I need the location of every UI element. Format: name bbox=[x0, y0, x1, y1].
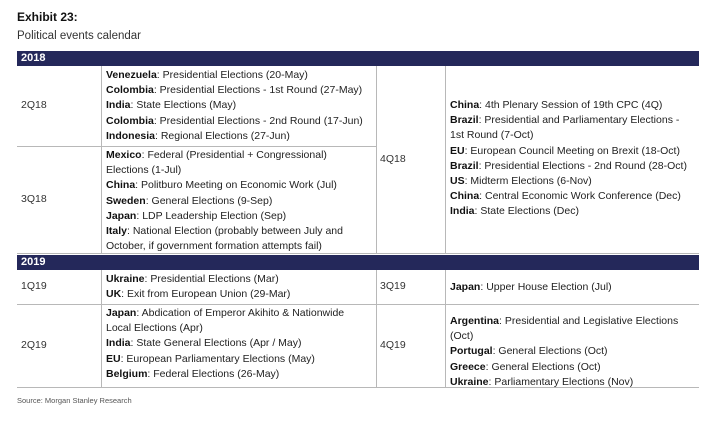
event-text: : Presidential Elections - 2nd Round (28-Oct) bbox=[478, 159, 687, 172]
event-item bbox=[106, 287, 372, 302]
event-text: : Presidential Elections (Mar) bbox=[144, 273, 279, 285]
event-country: China bbox=[450, 190, 480, 203]
event-item bbox=[106, 114, 372, 129]
event-item bbox=[450, 144, 695, 159]
year-band-2019: 2019 bbox=[17, 255, 699, 270]
event-country: Japan bbox=[106, 307, 137, 319]
event-item bbox=[106, 272, 372, 287]
event-text: : Presidential and Legislative Elections (Oct) bbox=[450, 315, 679, 343]
table-2019 bbox=[17, 270, 699, 388]
event-country: Portugal bbox=[450, 345, 493, 358]
quarter-label-4q19: 4Q19 bbox=[380, 339, 406, 352]
event-country: Ukraine bbox=[106, 273, 145, 285]
exhibit-subtitle: Political events calendar bbox=[17, 30, 142, 42]
event-item bbox=[106, 224, 372, 254]
event-country: Japan bbox=[450, 281, 481, 293]
event-country: China bbox=[450, 99, 480, 111]
event-text: : General Elections (Oct) bbox=[492, 345, 608, 358]
event-item bbox=[106, 209, 372, 224]
event-item bbox=[450, 314, 695, 344]
table-2018 bbox=[17, 66, 699, 254]
event-country: Brazil bbox=[450, 114, 479, 127]
events-4q18 bbox=[445, 96, 699, 222]
event-text: : Exit from European Union (29-Mar) bbox=[121, 288, 291, 301]
event-country: India bbox=[450, 205, 475, 218]
event-text: : Upper House Election (Jul) bbox=[480, 281, 612, 293]
events-2q18 bbox=[101, 66, 376, 146]
event-country: Colombia bbox=[106, 84, 154, 97]
event-text: : State Elections (Dec) bbox=[474, 205, 579, 218]
quarter-label-1q19: 1Q19 bbox=[21, 280, 47, 293]
event-text: : State Elections (May) bbox=[130, 99, 237, 112]
event-item bbox=[450, 204, 695, 219]
event-text: : Regional Elections (27-Jun) bbox=[155, 129, 290, 142]
event-country: Indonesia bbox=[106, 129, 156, 142]
event-country: Sweden bbox=[106, 194, 146, 207]
quarter-label-3q18: 3Q18 bbox=[21, 193, 47, 206]
event-country: EU bbox=[106, 352, 121, 365]
event-text: : European Council Meeting on Brexit (18-Oct) bbox=[464, 144, 680, 157]
event-country: Colombia bbox=[106, 114, 154, 127]
event-text: : Central Economic Work Conference (Dec) bbox=[479, 190, 681, 203]
event-item bbox=[450, 113, 695, 143]
event-item bbox=[450, 280, 695, 295]
event-item bbox=[450, 174, 695, 189]
event-item bbox=[450, 98, 695, 113]
quarter-label-2q19: 2Q19 bbox=[21, 339, 47, 352]
quarter-label-3q19: 3Q19 bbox=[380, 280, 406, 293]
event-text: : Federal (Presidential + Congressional) Elections (1-Jul) bbox=[106, 149, 327, 177]
event-country: Argentina bbox=[450, 315, 500, 327]
events-3q18 bbox=[101, 146, 376, 256]
event-item bbox=[106, 367, 372, 382]
event-item bbox=[450, 344, 695, 359]
year-band-2018: 2018 bbox=[17, 51, 699, 66]
event-text: : Federal Elections (26-May) bbox=[147, 367, 280, 380]
event-item bbox=[106, 306, 372, 336]
event-item bbox=[450, 159, 695, 174]
events-3q19 bbox=[445, 278, 699, 297]
event-item bbox=[106, 336, 372, 351]
event-item bbox=[450, 375, 695, 390]
event-item bbox=[106, 98, 372, 113]
event-country: Brazil bbox=[450, 159, 479, 172]
event-text: : General Elections (9-Sep) bbox=[145, 194, 273, 207]
event-item bbox=[106, 83, 372, 98]
event-country: Japan bbox=[106, 209, 137, 222]
event-country: US bbox=[450, 175, 465, 188]
event-country: India bbox=[106, 337, 131, 350]
event-text: : General Elections (Oct) bbox=[485, 360, 601, 373]
event-text: : Presidential Elections - 2nd Round (17-Jun) bbox=[153, 114, 363, 127]
event-item bbox=[106, 129, 372, 144]
event-text: : Politburo Meeting on Economic Work (Jul) bbox=[135, 179, 337, 192]
events-2q19 bbox=[101, 304, 376, 384]
event-item bbox=[106, 178, 372, 193]
event-text: : LDP Leadership Election (Sep) bbox=[136, 209, 287, 222]
event-item bbox=[450, 360, 695, 375]
event-item bbox=[106, 194, 372, 209]
quarter-label-4q18: 4Q18 bbox=[380, 153, 406, 166]
event-text: : Presidential Elections - 1st Round (27-May) bbox=[153, 84, 363, 97]
source-note: Source: Morgan Stanley Research bbox=[17, 396, 132, 405]
event-country: China bbox=[106, 179, 136, 192]
event-item bbox=[106, 68, 372, 83]
event-country: India bbox=[106, 99, 131, 112]
event-item bbox=[106, 148, 372, 178]
event-text: : National Election (probably between July and October, if government formation attempts fail) bbox=[106, 225, 343, 253]
event-text: : Parliamentary Elections (Nov) bbox=[488, 375, 634, 388]
event-text: : Presidential Elections (20-May) bbox=[156, 69, 308, 81]
event-text: : European Parliamentary Elections (May) bbox=[120, 352, 315, 365]
exhibit-title: Exhibit 23: bbox=[17, 10, 78, 24]
event-country: EU bbox=[450, 144, 465, 157]
event-text: : Abdication of Emperor Akihito & Nationwide Local Elections (Apr) bbox=[106, 307, 345, 335]
events-4q19 bbox=[445, 312, 699, 392]
event-item bbox=[450, 189, 695, 204]
events-1q19 bbox=[101, 270, 376, 304]
event-country: Ukraine bbox=[450, 375, 489, 388]
event-text: : Presidential and Parliamentary Elections - 1st Round (7-Oct) bbox=[450, 114, 680, 142]
event-country: Venezuela bbox=[106, 69, 157, 81]
event-country: UK bbox=[106, 288, 122, 301]
event-country: Belgium bbox=[106, 367, 148, 380]
event-item bbox=[106, 352, 372, 367]
event-country: Italy bbox=[106, 225, 128, 238]
event-country: Mexico bbox=[106, 149, 142, 161]
event-text: : Midterm Elections (6-Nov) bbox=[464, 175, 592, 188]
event-text: : State General Elections (Apr / May) bbox=[130, 337, 302, 350]
event-country: Greece bbox=[450, 360, 486, 373]
quarter-label-2q18: 2Q18 bbox=[21, 99, 47, 112]
event-text: : 4th Plenary Session of 19th CPC (4Q) bbox=[479, 99, 663, 111]
